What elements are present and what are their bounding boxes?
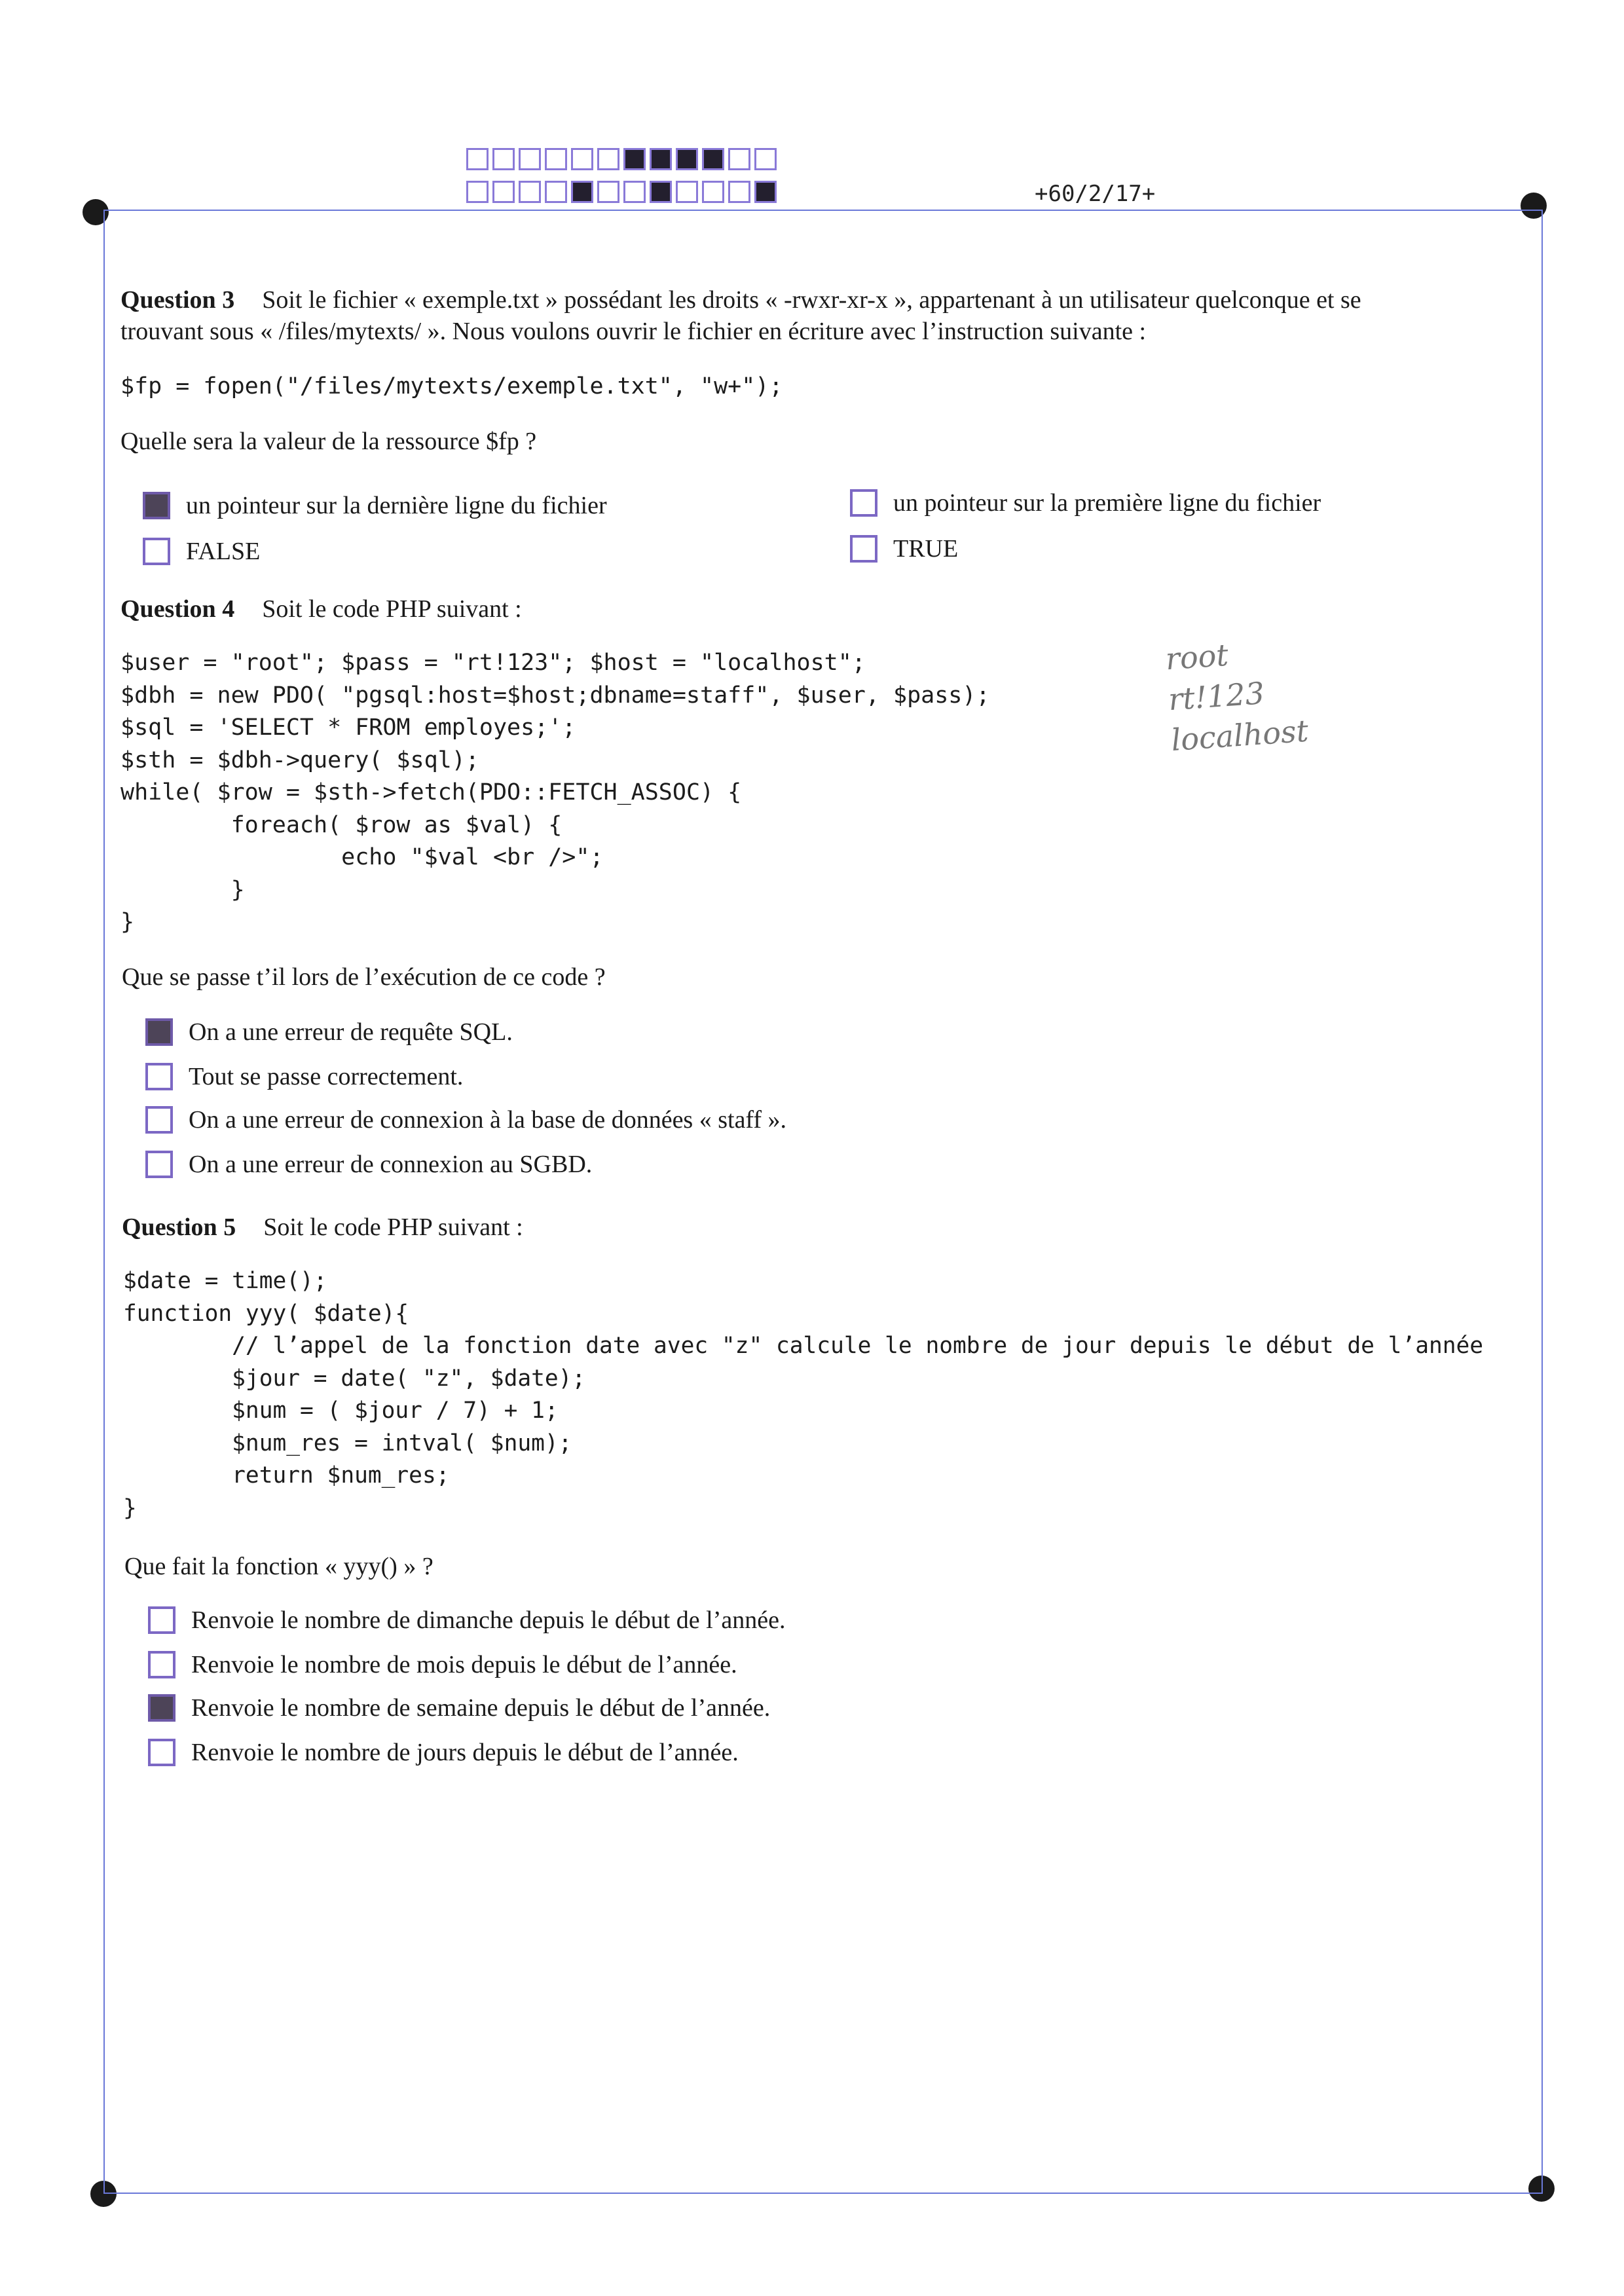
q3-prompt: Quelle sera la valeur de la ressource $fp ? — [120, 428, 537, 455]
q5-statement — [122, 1212, 523, 1243]
q3-text-line1: Soit le fichier « exemple.txt » possédant les droits « -rwxr-xr-x », appartenant à un utilisateur quelconque et se — [262, 286, 1361, 314]
id-grid-cell — [492, 181, 515, 203]
id-grid-cell — [650, 148, 672, 170]
option-label: un pointeur sur la première ligne du fichier — [893, 489, 1321, 517]
id-grid-cell — [545, 148, 567, 170]
id-grid-cell — [650, 181, 672, 203]
q5-option-4[interactable] — [148, 1737, 739, 1768]
id-grid-cell — [676, 181, 698, 203]
id-grid-cell — [597, 181, 619, 203]
id-grid-cell — [492, 148, 515, 170]
q4-statement — [120, 593, 522, 625]
q4-option-4[interactable] — [145, 1149, 592, 1180]
checkbox[interactable] — [148, 1694, 175, 1722]
q5-option-3[interactable] — [148, 1692, 770, 1724]
option-label: Renvoie le nombre de semaine depuis le début de l’année. — [191, 1694, 771, 1722]
option-label: On a une erreur de requête SQL. — [189, 1018, 513, 1046]
q4-prompt: Que se passe t’il lors de l’exécution de ce code ? — [122, 963, 606, 991]
id-grid-cell — [728, 148, 750, 170]
q4-text: Soit le code PHP suivant : — [262, 595, 522, 623]
id-grid-cell — [466, 181, 489, 203]
q3-option-3[interactable] — [143, 536, 260, 567]
q4-label: Question 4 — [120, 595, 235, 623]
option-label: Renvoie le nombre de mois depuis le début de l’année. — [191, 1651, 737, 1678]
id-grid-row-1 — [466, 148, 781, 170]
checkbox[interactable] — [145, 1063, 173, 1090]
q3-label: Question 3 — [120, 286, 235, 314]
option-label: On a une erreur de connexion au SGBD. — [189, 1151, 593, 1178]
id-grid-cell — [623, 148, 646, 170]
checkbox[interactable] — [148, 1739, 175, 1766]
checkbox[interactable] — [850, 489, 877, 517]
id-grid-cell — [466, 148, 489, 170]
checkbox[interactable] — [143, 538, 170, 565]
q5-option-1[interactable] — [148, 1604, 785, 1636]
checkbox[interactable] — [145, 1106, 173, 1134]
id-grid-cell — [754, 148, 777, 170]
id-grid-cell — [623, 181, 646, 203]
q4-code: $user = "root"; $pass = "rt!123"; $host = "localhost"; $dbh = new PDO( "pgsql:host=$host;dbname=staff", $user, $pass); $sql = 'SELECT * FROM employes;'; $sth = $dbh->query( $sql); while( $row = $sth->fetch(PDO::FETCH_ASSOC) { foreach( $row as $val) { echo "$val <br />"; } } — [120, 650, 990, 935]
page-id: +60/2/17+ — [1035, 181, 1156, 207]
q3-option-4[interactable] — [850, 533, 958, 565]
checkbox[interactable] — [148, 1651, 175, 1678]
checkbox[interactable] — [143, 492, 170, 519]
option-label: FALSE — [186, 538, 261, 565]
q5-option-2[interactable] — [148, 1649, 737, 1680]
q5-text: Soit le code PHP suivant : — [263, 1213, 523, 1241]
id-grid-row-2 — [466, 181, 781, 203]
q4-option-3[interactable] — [145, 1104, 786, 1136]
id-grid-cell — [519, 181, 541, 203]
id-grid-cell — [571, 181, 593, 203]
q5-code: $date = time(); function yyy( $date){ // l’appel de la fonction date avec "z" calcule le nombre de jour depuis le début de l’année $jour = date( "z", $date); $num = ( $jour / 7) + 1; $num_res = intval( $num); return $num_res; } — [123, 1268, 1484, 1521]
id-grid-cell — [571, 148, 593, 170]
checkbox[interactable] — [145, 1151, 173, 1178]
option-label: un pointeur sur la dernière ligne du fichier — [186, 492, 607, 519]
q5-prompt: Que fait la fonction « yyy() » ? — [124, 1553, 434, 1580]
q3-statement-line1 — [120, 284, 1361, 316]
q4-handwritten-note: root rt!123 localhost — [1164, 637, 1310, 758]
option-label: Renvoie le nombre de dimanche depuis le début de l’année. — [191, 1606, 786, 1634]
id-grid-cell — [728, 181, 750, 203]
q3-option-1[interactable] — [143, 490, 607, 521]
checkbox[interactable] — [145, 1018, 173, 1046]
id-grid-cell — [597, 148, 619, 170]
id-grid-cell — [545, 181, 567, 203]
id-grid-cell — [702, 181, 724, 203]
q3-code: $fp = fopen("/files/mytexts/exemple.txt", "w+"); — [120, 373, 783, 399]
checkbox[interactable] — [850, 535, 877, 563]
id-grid-cell — [519, 148, 541, 170]
q3-option-2[interactable] — [850, 487, 1321, 519]
q4-option-2[interactable] — [145, 1061, 463, 1092]
id-grid-cell — [754, 181, 777, 203]
option-label: TRUE — [893, 535, 959, 563]
q3-text-line2: trouvant sous « /files/mytexts/ ». Nous voulons ouvrir le fichier en écriture avec l’instruction suivante : — [120, 318, 1147, 345]
id-grid-cell — [702, 148, 724, 170]
id-grid-cell — [676, 148, 698, 170]
option-label: Tout se passe correctement. — [189, 1063, 464, 1090]
option-label: Renvoie le nombre de jours depuis le début de l’année. — [191, 1739, 739, 1766]
option-label: On a une erreur de connexion à la base de données « staff ». — [189, 1106, 787, 1134]
q4-option-1[interactable] — [145, 1016, 513, 1048]
checkbox[interactable] — [148, 1606, 175, 1634]
q5-label: Question 5 — [122, 1213, 236, 1241]
